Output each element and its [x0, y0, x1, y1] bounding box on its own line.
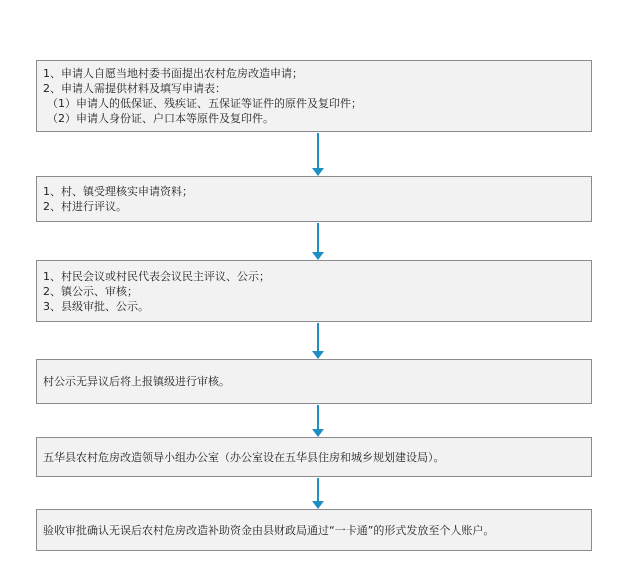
- step-6-line-1: 验收审批确认无误后农村危房改造补助资金由县财政局通过“一卡通”的形式发放至个人账户。: [43, 523, 495, 537]
- flow-step-1: [36, 60, 592, 132]
- flow-step-4: [36, 359, 592, 404]
- step-1-line-4: （2）申请人身份证、户口本等原件及复印件。: [47, 112, 274, 125]
- step-4-line-1: 村公示无异议后将上报镇级进行审核。: [43, 375, 230, 388]
- flow-step-6: [36, 509, 592, 551]
- flow-step-2: [36, 176, 592, 222]
- arrow-3-shaft: [317, 323, 319, 351]
- step-3-line-3: 3、县级审批、公示。: [43, 299, 149, 313]
- flow-arrow-1: [315, 133, 321, 176]
- arrow-1-head: [312, 168, 324, 176]
- arrow-4-shaft: [317, 405, 319, 429]
- arrow-2-shaft: [317, 223, 319, 252]
- flow-step-3: [36, 260, 592, 322]
- arrow-2-head: [312, 252, 324, 260]
- arrow-1-shaft: [317, 133, 319, 168]
- step-2-line-2: 2、村进行评议。: [43, 200, 127, 213]
- step-1-line-2: 2、申请人需提供材料及填写申请表：: [43, 82, 226, 95]
- flow-step-5: [36, 437, 592, 477]
- step-1-line-1: 1、申请人自愿当地村委书面提出农村危房改造申请；: [43, 67, 303, 80]
- step-3-line-1: 1、村民会议或村民代表会议民主评议、公示；: [43, 269, 270, 283]
- step-1-line-3: （1）申请人的低保证、残疾证、五保证等证件的原件及复印件；: [47, 97, 362, 110]
- step-3-line-2: 2、镇公示、审核；: [43, 284, 138, 298]
- arrow-5-shaft: [317, 478, 319, 501]
- flow-arrow-5: [315, 478, 321, 509]
- arrow-5-head: [312, 501, 324, 509]
- step-2-line-1: 1、村、镇受理核实申请资料；: [43, 185, 193, 198]
- arrow-3-head: [312, 351, 324, 359]
- flow-arrow-2: [315, 223, 321, 260]
- arrow-4-head: [312, 429, 324, 437]
- flow-arrow-4: [315, 405, 321, 437]
- flow-arrow-3: [315, 323, 321, 359]
- step-5-line-1: 五华县农村危房改造领导小组办公室（办公室设在五华县住房和城乡规划建设局）。: [43, 450, 445, 464]
